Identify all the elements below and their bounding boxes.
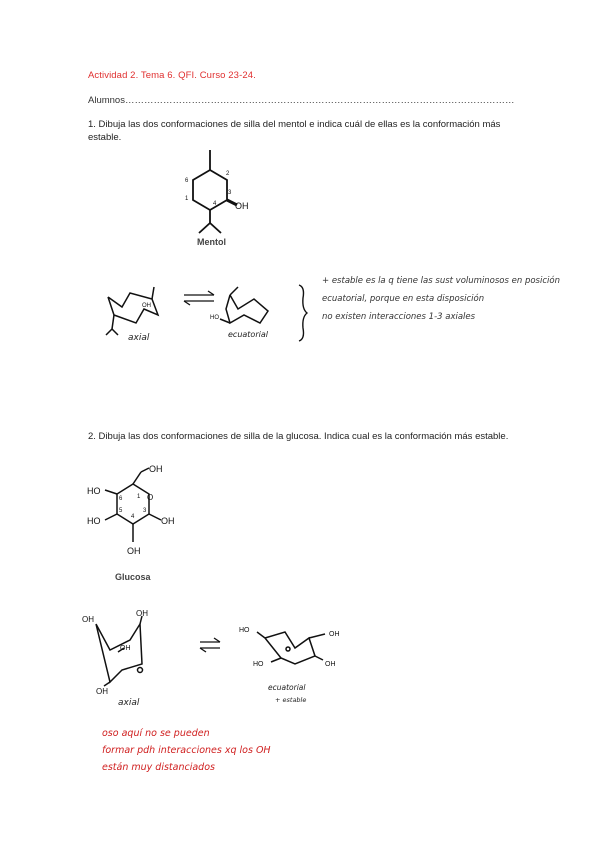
menthol-structure — [175, 145, 265, 250]
ring-number: 3 — [228, 190, 232, 196]
equatorial-label: ecuatorial — [228, 330, 268, 339]
ring-number: 4 — [213, 201, 217, 207]
glucose-oh-label: OH — [127, 546, 141, 556]
equatorial-label-text: HO — [253, 661, 264, 668]
brace — [297, 283, 311, 343]
equilibrium-arrow — [198, 637, 224, 653]
menthol-oh-label: OH — [235, 201, 249, 211]
menthol-equatorial-chair — [208, 285, 278, 335]
ring-number: 2 — [226, 171, 230, 177]
equatorial-label-text: OH — [325, 661, 336, 668]
axial-label: axial — [118, 698, 140, 708]
document-title: Actividad 2. Tema 6. QFI. Curso 23-24. — [88, 70, 256, 81]
red-handwritten-note — [102, 725, 271, 776]
axial-oh-label: OH — [136, 609, 148, 618]
note-line: no existen interacciones 1-3 axiales — [322, 312, 476, 322]
red-note-line: están muy distanciados — [102, 762, 215, 773]
menthol-caption: Mentol — [197, 237, 226, 247]
glucose-oh-label: OH — [149, 464, 163, 474]
axial-oh-label: OH — [142, 303, 151, 309]
ring-number: 1 — [185, 196, 189, 202]
ring-oxygen: O — [147, 493, 154, 502]
ring-number: 3 — [143, 508, 147, 514]
more-stable-label: + estable — [275, 696, 307, 704]
ring-number: 1 — [137, 494, 141, 500]
equatorial-label-text: HO — [239, 627, 250, 634]
note-line: ecuatorial, porque en esta disposición — [322, 294, 485, 304]
axial-oh-label: OH — [82, 615, 94, 624]
ring-number: 6 — [119, 496, 123, 502]
glucose-ho-label: HO — [87, 486, 101, 496]
equatorial-label-text: OH — [329, 631, 340, 638]
ring-number: 6 — [185, 178, 189, 184]
note-line: + estable es la q tiene las sust voluminosos en posición — [322, 276, 560, 286]
equatorial-label: ecuatorial — [268, 683, 306, 692]
ring-number: 4 — [131, 514, 135, 520]
glucose-ho-label: HO — [87, 516, 101, 526]
glucose-axial-chair — [80, 610, 170, 700]
red-note-line: formar pdh interacciones xq los OH — [102, 745, 271, 756]
axial-oh-label: OH — [96, 687, 108, 696]
glucose-oh-label: OH — [161, 516, 175, 526]
stability-note — [322, 272, 599, 326]
glucose-equatorial-chair — [235, 618, 355, 678]
equatorial-ho-label: HO — [210, 315, 219, 321]
axial-label: axial — [128, 333, 150, 343]
glucose-structure — [85, 462, 195, 572]
axial-oh-label: OH — [120, 645, 131, 652]
glucose-caption: Glucosa — [115, 572, 151, 582]
question-2-text: 2. Dibuja las dos conformaciones de silla de la glucosa. Indica cual es la conformación más estable. — [88, 431, 509, 442]
student-name-line: Alumnos…………………………………………………………………………………………………………… — [88, 95, 515, 106]
red-note-line: oso aquí no se pueden — [102, 728, 210, 739]
ring-number: 5 — [119, 508, 123, 514]
question-1-text: 1. Dibuja las dos conformaciones de silla del mentol e indica cuál de ellas es la conformación más estable. — [88, 119, 501, 143]
